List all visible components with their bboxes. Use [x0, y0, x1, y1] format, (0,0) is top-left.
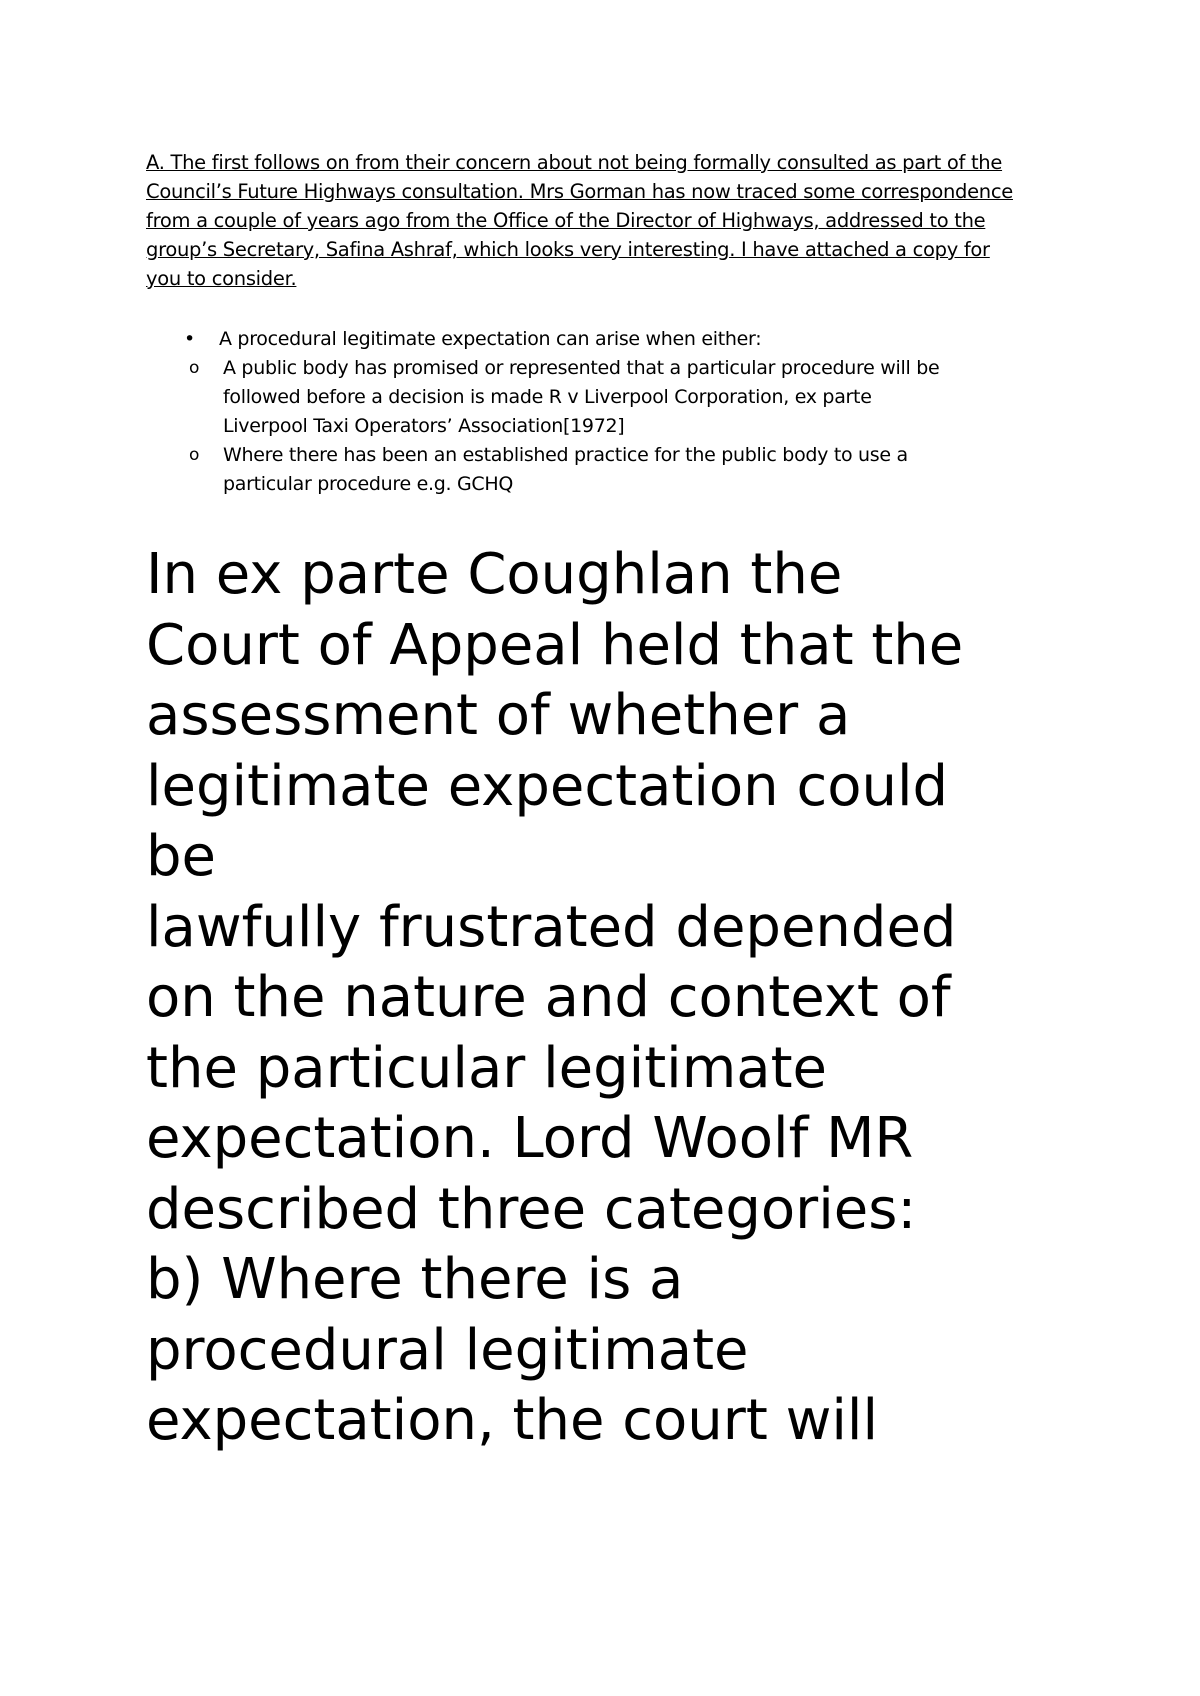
- large-text-line: Court of Appeal held that the: [146, 612, 964, 678]
- large-text-line: assessment of whether a: [146, 683, 851, 748]
- large-text-line: legitimate expectation could: [146, 753, 949, 819]
- large-text-line: In ex parte Coughlan the: [146, 542, 843, 607]
- large-text-line: expectation. Lord Woolf MR: [146, 1106, 914, 1171]
- circle-bullet-icon: o: [189, 445, 200, 465]
- bullet-list: [146, 325, 1076, 499]
- large-text-line: b) Where there is a: [146, 1247, 684, 1312]
- large-text-paragraph: [146, 540, 1146, 1457]
- large-text-line: the particular legitimate: [146, 1035, 827, 1101]
- large-text-line: described three categories:: [146, 1176, 917, 1242]
- large-text-line: be: [146, 824, 216, 889]
- sub-bullet-line: Liverpool Taxi Operators’ Association[1972]: [223, 415, 625, 437]
- sub-bullet-line: Where there has been an established practice for the public body to use a: [223, 444, 908, 466]
- bullet-text: A procedural legitimate expectation can arise when either:: [219, 328, 762, 350]
- bullet-dot-icon: •: [184, 328, 195, 350]
- intro-paragraph: [146, 148, 1066, 293]
- large-text-line: lawfully frustrated depended: [146, 894, 957, 960]
- intro-line: A. The first follows on from their concern about not being formally consulted as part of the: [146, 151, 1003, 174]
- sub-bullet-item: [146, 441, 1076, 499]
- sub-bullet-list: [146, 354, 1076, 499]
- large-text-line: expectation, the court will: [146, 1388, 879, 1453]
- large-text-line: on the nature and context of: [146, 965, 951, 1030]
- sub-list-container: [146, 354, 1076, 499]
- large-text-line: procedural legitimate: [146, 1317, 749, 1383]
- bullet-item: [146, 325, 1076, 354]
- circle-bullet-icon: o: [189, 358, 200, 378]
- intro-line: group’s Secretary, Safina Ashraf, which looks very interesting. I have attached a copy for: [146, 238, 990, 261]
- sub-bullet-item: [146, 354, 1076, 441]
- sub-bullet-line: A public body has promised or represented that a particular procedure will be: [223, 357, 940, 379]
- intro-line: you to consider.: [146, 267, 297, 290]
- intro-line: Council’s Future Highways consultation. Mrs Gorman has now traced some correspondence: [146, 180, 1013, 203]
- intro-line: from a couple of years ago from the Office of the Director of Highways, addressed to the: [146, 209, 986, 232]
- sub-bullet-line: particular procedure e.g. GCHQ: [223, 473, 514, 495]
- sub-bullet-line: followed before a decision is made R v Liverpool Corporation, ex parte: [223, 386, 872, 408]
